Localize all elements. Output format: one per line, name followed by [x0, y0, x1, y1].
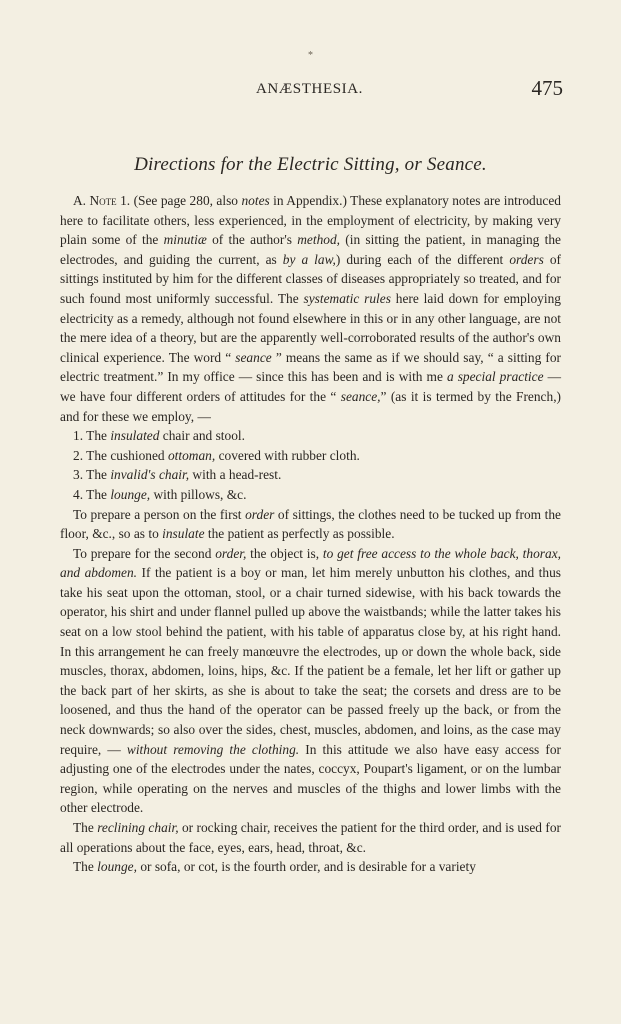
list-item: [60, 426, 561, 446]
text-run: — we have four different orders of attitudes for the “: [60, 369, 561, 404]
paragraph: [60, 818, 561, 857]
page-number: 475: [531, 76, 563, 100]
body-text: [60, 191, 561, 877]
text-run: ” means the same as if we should say, “ a sitting for electric treatment.” In my office — since this has been and is with me: [60, 349, 561, 385]
page-header: [0, 78, 621, 102]
italic-text: invalid's chair,: [110, 467, 190, 483]
text-run: ) during each of the different: [335, 251, 510, 267]
italic-text: method,: [297, 232, 341, 248]
italic-text: seance,: [340, 388, 381, 404]
italic-text: orders: [509, 251, 544, 267]
text-run: If the patient is a boy or man, let him merely unbutton his clothes, and thus take his seat upon the ottoman, stool, or a chair turned sidewise, with his back towards the operator, his shirt and under flannel pulled up above the waistbands; while the latter takes his seat on a low stool behind the patient, with his table of apparatus close by, at his right hand. In this arrangement he can freely manœuvre the electrodes, up or down the whole back, side muscles, thorax, abdomen, loins, hips, &c. If the patient be a female, let her lift or gather up the back part of her skirts, as she is about to take the seat; the corsets and dress are to be loosened, and thus the hand of the operator can be passed freely up the back, or from the neck downwards; so also over the sides, chest, muscles, abdomen, and loins, as the case may require, —: [60, 565, 561, 757]
text-run: covered with rubber cloth.: [215, 447, 360, 463]
italic-text: lounge,: [97, 859, 137, 875]
text-run: of sittings, the clothes need to be tucked up from the floor, &c., so as to: [60, 506, 561, 542]
italic-text: insulate: [162, 526, 205, 542]
italic-text: order: [245, 506, 275, 522]
italic-text: without removing the clothing.: [126, 741, 300, 757]
list-item: [60, 465, 561, 485]
list-item: [60, 446, 561, 466]
paragraph: [60, 857, 561, 877]
text-run: A.: [73, 193, 90, 208]
italic-text: order,: [215, 545, 247, 561]
text-run: the object is,: [246, 545, 323, 561]
italic-text: a special practice: [446, 369, 544, 385]
italic-text: seance: [235, 349, 272, 365]
text-run: (in sitting the patient, in managing the electrodes, and guiding the current, as: [60, 232, 561, 267]
text-run: with a head-rest.: [189, 467, 282, 483]
italic-text: ottoman,: [167, 447, 216, 463]
text-run: the patient as perfectly as possible.: [204, 526, 395, 542]
text-run: with pillows, &c.: [150, 486, 247, 502]
text-run: 1. (See page 280, also: [116, 193, 242, 208]
italic-text: minutiæ: [163, 232, 207, 248]
text-run: The: [73, 820, 98, 835]
paragraph: [60, 544, 561, 818]
running-title: ANÆSTHESIA.: [256, 81, 364, 97]
italic-text: notes: [241, 193, 270, 208]
paragraph: [60, 505, 561, 544]
text-run: chair and stool.: [159, 428, 245, 444]
text-run: here laid down for employing electricity as a remedy, although not found elsewhere in this or in any other language, are not the mere idea of a theory, but are the apparently well-corroborated results of the author's own clinical experience. The word “: [60, 290, 561, 365]
italic-text: lounge,: [110, 486, 151, 502]
section-title: Directions for the Electric Sitting, or Seance.: [134, 154, 487, 175]
text-run: or sofa, or cot, is the fourth order, and is desirable for a variety: [136, 859, 476, 875]
top-mark: *: [308, 50, 313, 61]
text-run: ” (as it is termed by the French,) and for these we employ, —: [60, 388, 562, 424]
text-run: In this attitude we also have easy access for adjusting one of the electrodes under the nates, coccyx, Poupart's ligament, or on the lumbar region, while operating on the nerves and muscles of the thighs and lower limbs with the other electrode.: [60, 741, 561, 816]
text-run: To prepare a person on the first: [73, 506, 246, 522]
list-item: [60, 485, 561, 505]
text-run: 2. The cushioned: [73, 447, 168, 463]
text-run: in Appendix.) These explanatory notes are introduced here to facilitate others, less experienced, in the employment of electricity, by making very plain some of the: [60, 193, 561, 248]
italic-text: to get free access to the whole back, thorax, and abdomen.: [60, 545, 561, 581]
text-run: 4. The: [73, 486, 111, 502]
text-run: 1. The: [73, 428, 111, 444]
italic-text: systematic rules: [303, 290, 391, 306]
text-run: Note: [89, 193, 117, 208]
text-run: 3. The: [73, 467, 111, 483]
paragraph: [60, 191, 561, 426]
text-run: To prepare for the second: [73, 545, 216, 561]
text-run: of sittings instituted by him for the different classes of diseases appropriately so treated, and for such found most uniformly successful. The: [60, 251, 561, 306]
text-run: of the author's: [206, 232, 298, 248]
text-run: The: [73, 859, 98, 875]
italic-text: reclining chair,: [97, 820, 179, 835]
text-run: or rocking chair, receives the patient for the third order, and is used for all operations about the face, eyes, ears, head, throat, &c.: [60, 820, 561, 855]
italic-text: by a law,: [282, 251, 336, 267]
italic-text: insulated: [110, 428, 160, 444]
